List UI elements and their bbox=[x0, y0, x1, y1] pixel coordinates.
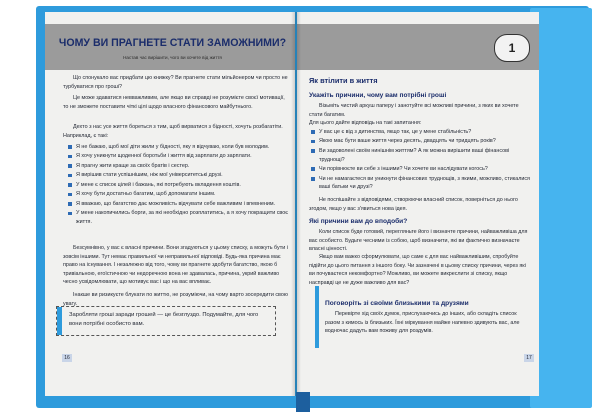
callout-text: Заробляти гроші заради грошей — це безглуздо. Подумайте, для чого вони потрібні особисто вам. bbox=[69, 312, 259, 327]
right-paragraph-2: Для цього дайте відповідь на такі запитання: bbox=[309, 120, 422, 126]
right-page bbox=[297, 12, 539, 396]
left-paragraph-4: Безсумнівно, у вас є власні причини. Вони згадуються у цьому списку, а можуть бути і зовсім іншими. Тут немає правильної чи неправильної відповіді. Будь-яка причина має право на існування. І незалежно від того, чому ви прагнете здобути багатство, якою б тривіальною, егоїстичною чи недоречною вона не здавалась, причина, укрий важливо чесно усвідомлювати, що мотивує вас і що на вас впливає. bbox=[63, 245, 288, 286]
left-page-title: ЧОМУ ВИ ПРАГНЕТЕ СТАТИ ЗАМОЖНИМИ? bbox=[58, 37, 287, 49]
left-paragraph-3: Дехто з нас усе життя бореться з тим, щоб вирватися з бідності, хочуть розбагатіти. Наприклад, є такі: bbox=[63, 124, 283, 139]
list-item: Чи порівнюєте ви себе з іншими? Чи хочете ви наслідувати когось? bbox=[311, 165, 531, 174]
bullet-icon bbox=[68, 164, 72, 168]
bullet-icon bbox=[68, 193, 72, 197]
bookmark-ribbon bbox=[296, 392, 310, 412]
list-item: Я хочу уникнути щоденної боротьби і життя від зарплати до зарплати. bbox=[68, 152, 288, 161]
list-item: Я вважаю, що багатство дає можливість відчувати себе важливим і впевненим. bbox=[68, 200, 288, 209]
bullet-icon bbox=[311, 167, 315, 171]
right-bullet-list bbox=[311, 128, 531, 193]
right-paragraph-5: Якщо вам важко сформулювати, що саме є для вас найважливішим, спробуйте підійти до цього питання з іншого боку. Чи зазначені в цьому списку причини, через які ви почуваєтеся некомфортно? Можливо, ви можете викреслити зі списку, якщо насправді це не дуже важливо для вас? bbox=[309, 254, 526, 286]
left-bullet-list bbox=[68, 143, 288, 227]
book-gutter bbox=[291, 12, 301, 396]
heading-which-reasons: Які причини вам до вподоби? bbox=[309, 218, 408, 225]
left-paragraph-5: Інакше ви ризикуєте блукати по життю, не розуміючи, на чому варто зосередити свою увагу. bbox=[63, 292, 288, 307]
book-cover-edge bbox=[530, 8, 592, 408]
callout-box bbox=[56, 306, 276, 336]
bullet-icon bbox=[68, 155, 72, 159]
left-page-subtitle: Настав час вирішити, чого ви хочете від життя bbox=[123, 55, 222, 60]
bullet-icon bbox=[311, 130, 315, 134]
list-item: Я прагну жити краще за своїх братів і сестер. bbox=[68, 162, 288, 171]
right-page-number: 17 bbox=[524, 354, 534, 362]
bullet-icon bbox=[311, 177, 315, 181]
list-item: Я вирішив стати успішнішим, ніж мої університетські друзі. bbox=[68, 171, 288, 180]
list-item: У мене є список цілей і бажань, які потребують вкладення коштів. bbox=[68, 181, 288, 190]
heading-talk-to-friends: Поговоріть зі своїми близькими та друзями bbox=[325, 300, 469, 307]
left-paragraph-2: Це може здаватися невважливим, але якщо ви справді не розумієте своєї мотивації, то не зможете поставити чіткі цілі щодо власного фінансового майбутнього. bbox=[63, 95, 285, 110]
list-item: Якою має бути ваше життя через десять, двадцять чи тридцять років? bbox=[311, 137, 531, 146]
bullet-icon bbox=[68, 174, 72, 178]
list-item: Ви задоволені своїм нинішнім життям? А як можна вирішити ваші фінансові труднощі? bbox=[311, 147, 531, 164]
section-title: Як втілити в життя bbox=[309, 76, 378, 85]
bullet-icon bbox=[68, 183, 72, 187]
right-paragraph-6: Перевірте хід своїх думок, прислухаючись до інших, або складіть список разом з кимось із близьких. Їхні міркування майже напевно здивують вас, але водночас дадуть вам поживу для роздумів. bbox=[325, 311, 520, 335]
right-paragraph-1: Візьміть чистий аркуш паперу і занотуйте всі можливі причини, з яких ви хочете стати багатим. bbox=[309, 103, 519, 118]
list-item: Я не бажаю, щоб мої діти жили у бідності, яку я відчуваю, коли був молодим. bbox=[68, 143, 288, 152]
list-item: У вас це є від з дитинства, якщо так, це у мене стабільність? bbox=[311, 128, 531, 137]
list-item: Я хочу бути достатньо багатим, щоб допомагати іншим. bbox=[68, 190, 288, 199]
bullet-icon bbox=[68, 202, 72, 206]
bullet-icon bbox=[311, 140, 315, 144]
heading-reasons: Укажіть причини, чому вам потрібні гроші bbox=[309, 92, 447, 99]
right-paragraph-4: Коли список буде готовий, перегляньте його і визначте причини, найважливіша для вас особисто. Будьте чесними із собою, щоб визначити, які ви фактично визначаєте власні цінності. bbox=[309, 229, 528, 253]
list-item: У мене накопичились борги, за які необхідно розплатитись, а я хочу покращити своє життя. bbox=[68, 209, 288, 226]
highlight-accent-bar bbox=[315, 286, 319, 348]
left-page-number: 16 bbox=[62, 354, 72, 362]
chapter-number: 1 bbox=[494, 34, 530, 62]
right-paragraph-3: Не поспішайте з відповідями, створюючи власний список, поверніться до нього згодом, якщо у вас з'явиться нова ідея. bbox=[309, 197, 518, 212]
bullet-icon bbox=[311, 149, 315, 153]
bullet-icon bbox=[68, 145, 72, 149]
bullet-icon bbox=[68, 212, 72, 216]
list-item: Чи не намагаєтеся ви уникнути фінансових труднощів, з якими, можливо, стикалися ваші батьки чи друзі? bbox=[311, 175, 531, 192]
left-paragraph-1: Що спонукало вас придбати цю книжку? Ви прагнете стати мільйонером чи просто не турбуватися про гроші? bbox=[63, 75, 288, 90]
callout-accent bbox=[57, 307, 62, 335]
left-page bbox=[45, 12, 295, 396]
